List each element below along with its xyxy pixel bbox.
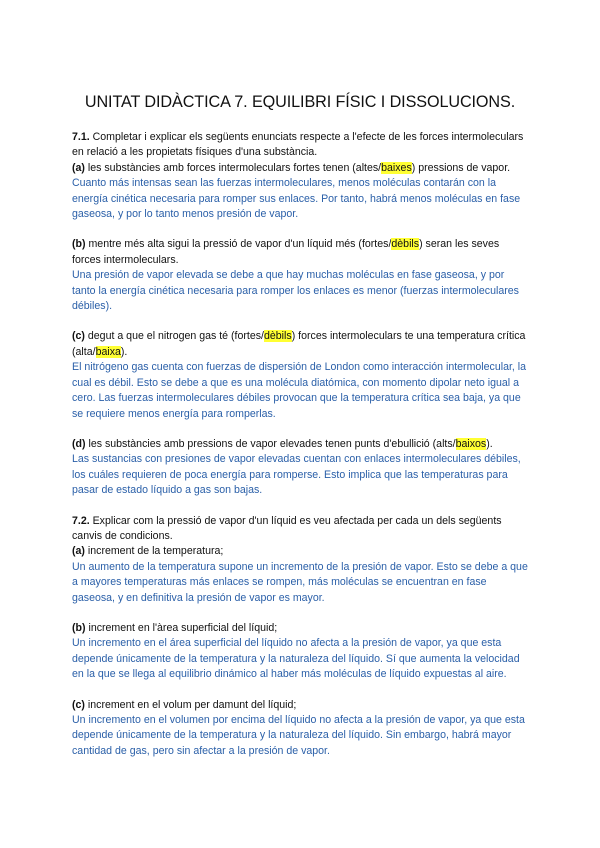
statement-text: ) pressions de vapor. — [411, 161, 511, 174]
item-tag: (b) — [72, 621, 86, 634]
statement-text: increment en l'àrea superficial del líquid; — [85, 621, 278, 634]
highlighted-answer: baixa — [95, 345, 121, 358]
document-body — [72, 130, 528, 759]
item-b-answer: Una presión de vapor elevada se debe a que hay muchas moléculas en fase gaseosa, y por tanto la energía cinética necesaria para romper los enlaces es menor (fuerzas intermoleculares débiles). — [72, 269, 519, 313]
statement-text: ). — [486, 437, 493, 450]
statement-text: ) forces intermoleculars te una temperatura crítica (alta/ — [72, 330, 526, 358]
item-b-answer: Un incremento en el área superficial del líquido no afecta a la presión de vapor, ya que esta depende únicamente de la temperatura y la naturaleza del líquido. Sí que aumenta la velocidad en la que se llega al equilibrio dinámico al haber más moléculas de líquido expuestas al aire. — [72, 637, 520, 681]
item-a-answer: Cuanto más intensas sean las fuerzas intermoleculares, menos moléculas contarán con la energía cinética necesaria para romper sus enlaces. Por tanto, habrá menos moléculas en fase gaseosa, y por lo tanto menos presión de vapor. — [72, 177, 521, 221]
statement-text: les substàncies amb pressions de vapor elevades tenen punts d'ebullició (alts/ — [85, 437, 456, 450]
item-c-answer: El nitrógeno gas cuenta con fuerzas de dispersión de London como interacción intermolecular, la cual es débil. Esto se debe a que es una molécula diatómica, con momento dipolar neto igual a cero. Las fuerzas intermoleculares débiles provocan que la temperatura crítica sea baja, ya que se requiere menos energía para romperlas. — [72, 361, 527, 420]
item-b-statement — [72, 621, 528, 636]
question-7-1-intro — [72, 130, 528, 161]
item-d-answer: Las sustancias con presiones de vapor elevadas cuentan con enlaces intermoleculares débiles, los cuáles requieren de poca energía para romperse. Esto implica que las temperaturas para pasar de estado líquido a gas son bajas. — [72, 453, 521, 497]
highlighted-answer: baixes — [381, 161, 412, 174]
item-tag: (a) — [72, 545, 85, 558]
statement-text: les substàncies amb forces intermoleculars fortes tenen (altes/ — [84, 161, 382, 174]
highlighted-answer: dèbils — [264, 330, 292, 343]
statement-text: ). — [120, 345, 128, 358]
item-c-answer: Un incremento en el volumen por encima del líquido no afecta a la presión de vapor, ya que esta depende únicamente de la temperatura y la naturaleza del líquido. Sin embargo, habrá mayor cantidad de gas, pero sin afectar a la presión de vapor. — [72, 714, 525, 757]
question-text: Explicar com la pressió de vapor d'un líquid es veu afectada per cada un dels següents canvis de condicions. — [72, 514, 502, 542]
item-tag: (c) — [72, 330, 85, 343]
item-a-answer: Un aumento de la temperatura supone un incremento de la presión de vapor. Esto se debe a que a mayores temperaturas más enlaces se rompen, más moléculas se encuentran en fase gaseosa, y en definitiva la presión de vapor es mayor. — [72, 560, 528, 604]
question-number: 7.2. — [72, 514, 90, 527]
question-number: 7.1. — [72, 131, 90, 143]
item-c-statement — [72, 329, 528, 360]
item-tag: (a) — [72, 161, 85, 174]
question-7-2-intro — [72, 514, 528, 545]
item-b-statement — [72, 237, 528, 268]
statement-text: degut a que el nitrogen gas té (fortes/ — [84, 330, 264, 343]
item-tag: (d) — [72, 437, 86, 450]
item-a-statement — [72, 544, 528, 559]
statement-text: increment en el volum per damunt del líquid; — [84, 698, 297, 711]
item-tag: (b) — [72, 238, 86, 251]
question-text: Completar i explicar els següents enunciats respecte a l'efecte de les forces intermoleculars en relació a les propietats físiques d'una substància. — [72, 131, 524, 159]
highlighted-answer: baixos — [455, 437, 487, 450]
page-title: UNITAT DIDÀCTICA 7. EQUILIBRI FÍSIC I DISSOLUCIONS. — [84, 93, 516, 111]
statement-text: increment de la temperatura; — [84, 545, 224, 558]
item-tag: (c) — [72, 698, 85, 711]
item-c-statement — [72, 698, 528, 713]
item-a-statement — [72, 161, 528, 176]
highlighted-answer: dèbils — [391, 238, 420, 251]
item-d-statement — [72, 437, 528, 452]
statement-text: mentre més alta sigui la pressió de vapor d'un líquid més (fortes/ — [85, 238, 392, 251]
statement-text: ) seran les seves forces intermoleculars. — [72, 238, 500, 266]
